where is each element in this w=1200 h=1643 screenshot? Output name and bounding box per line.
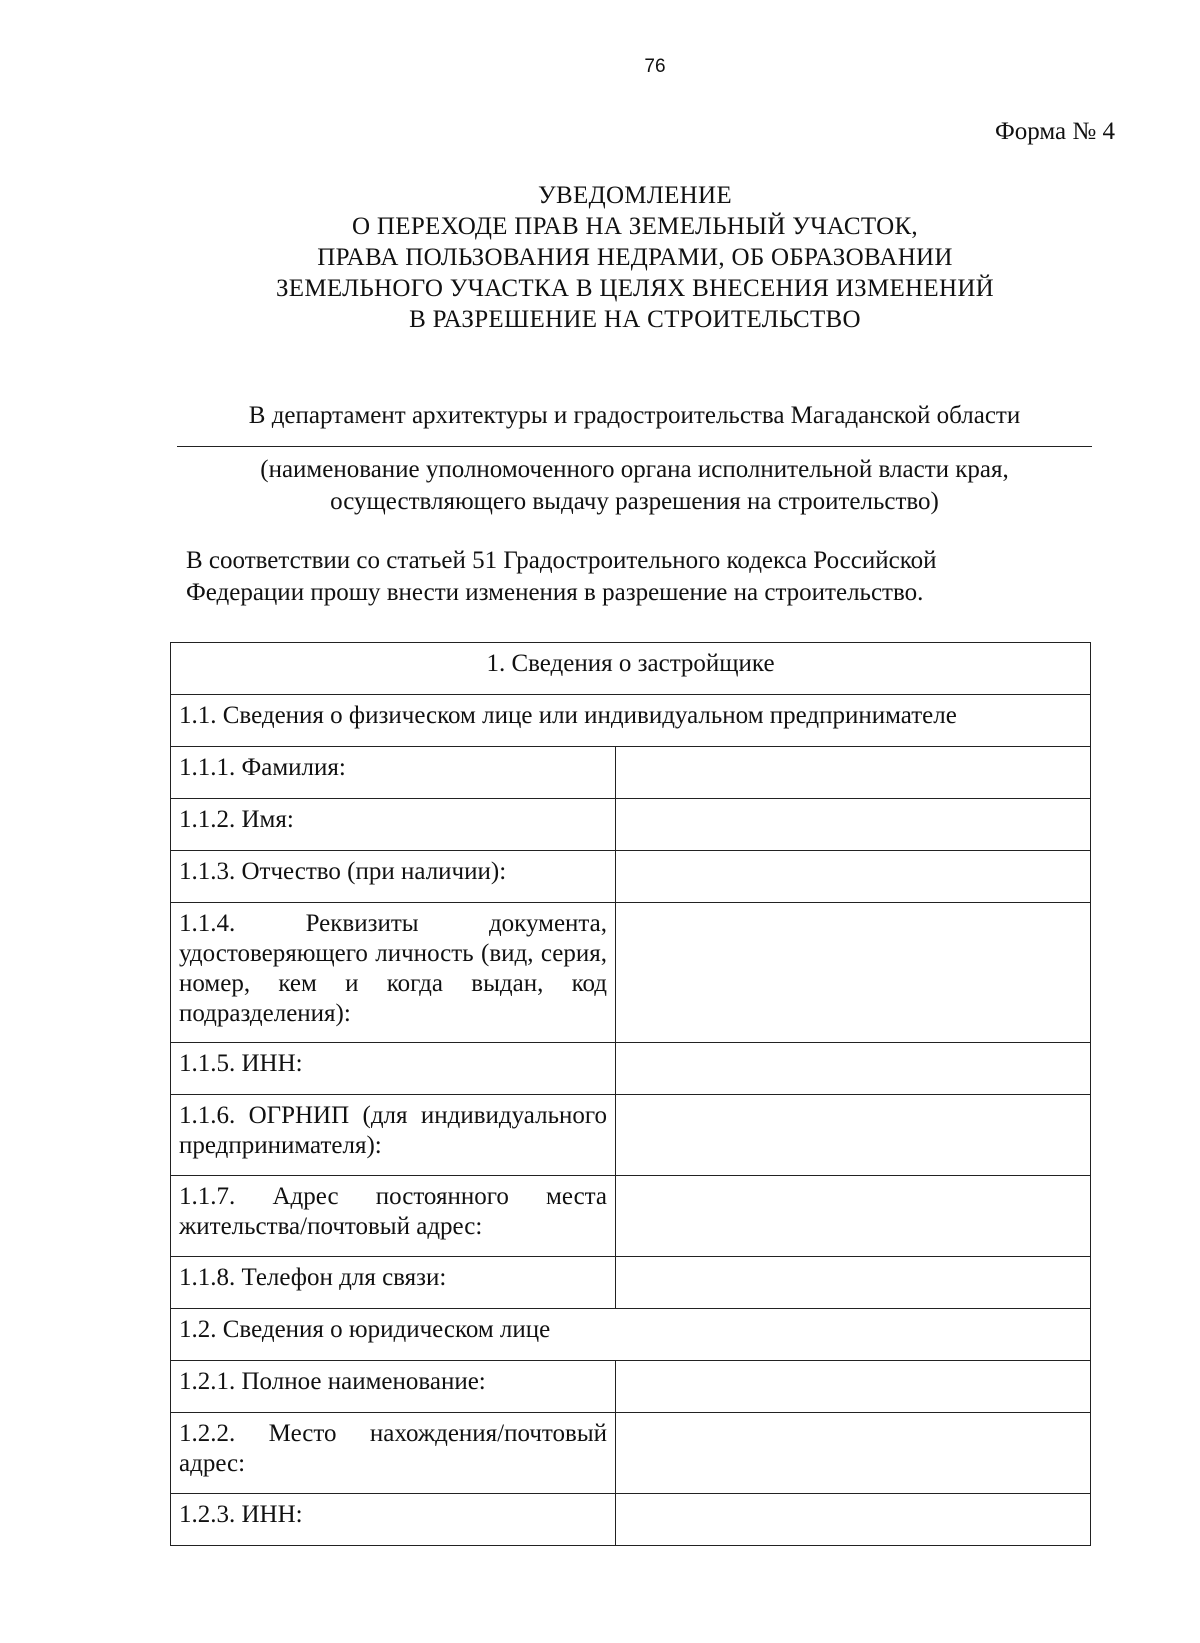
table-row <box>171 799 1091 851</box>
section-1-heading: 1. Сведения о застройщике <box>171 643 1091 695</box>
residence-address-label: 1.1.7. Адрес постоянного места жительства/почтовый адрес: <box>171 1176 616 1257</box>
full-name-label: 1.2.1. Полное наименование: <box>171 1361 616 1413</box>
id-document-label: 1.1.4. Реквизиты документа, удостоверяющего личность (вид, серия, номер, кем и когда выдан, код подразделения): <box>171 903 616 1043</box>
section-1-1-heading: 1.1. Сведения о физическом лице или индивидуальном предпринимателе <box>171 695 1091 747</box>
section-1-2-heading: 1.2. Сведения о юридическом лице <box>171 1309 1091 1361</box>
phone-label: 1.1.8. Телефон для связи: <box>171 1257 616 1309</box>
title-line: УВЕДОМЛЕНИЕ <box>538 182 732 209</box>
title-line: ЗЕМЕЛЬНОГО УЧАСТКА В ЦЕЛЯХ ВНЕСЕНИЯ ИЗМЕНЕНИЙ <box>275 275 995 302</box>
legal-inn-field[interactable] <box>616 1494 1091 1546</box>
patronymic-label: 1.1.3. Отчество (при наличии): <box>171 851 616 903</box>
caption-line: осуществляющего выдачу разрешения на строительство) <box>330 488 939 515</box>
table-row <box>171 1361 1091 1413</box>
intro-line: В соответствии со статьей 51 Градостроительного кодекса Российской <box>186 547 937 574</box>
residence-address-field[interactable] <box>616 1176 1091 1257</box>
table-row <box>171 851 1091 903</box>
table-row <box>171 903 1091 1043</box>
table-row <box>171 1257 1091 1309</box>
table-row <box>171 747 1091 799</box>
table-section-row <box>171 643 1091 695</box>
table-row <box>171 1095 1091 1176</box>
ogrnip-label: 1.1.6. ОГРНИП (для индивидуального предпринимателя): <box>171 1095 616 1176</box>
table-row <box>171 1176 1091 1257</box>
legal-inn-label: 1.2.3. ИНН: <box>171 1494 616 1546</box>
first-name-field[interactable] <box>616 799 1091 851</box>
surname-field[interactable] <box>616 747 1091 799</box>
intro-paragraph <box>186 545 1086 609</box>
caption-line: (наименование уполномоченного органа исполнительной власти края, <box>260 456 1009 483</box>
full-name-field[interactable] <box>616 1361 1091 1413</box>
table-section-row <box>171 695 1091 747</box>
intro-line: Федерации прошу внести изменения в разрешение на строительство. <box>186 579 924 606</box>
table-section-row <box>171 1309 1091 1361</box>
phone-field[interactable] <box>616 1257 1091 1309</box>
legal-address-label: 1.2.2. Место нахождения/почтовый адрес: <box>171 1413 616 1494</box>
ogrnip-field[interactable] <box>616 1095 1091 1176</box>
first-name-label: 1.1.2. Имя: <box>171 799 616 851</box>
title-line: О ПЕРЕХОДЕ ПРАВ НА ЗЕМЕЛЬНЫЙ УЧАСТОК, <box>352 213 918 240</box>
recipient-caption <box>177 454 1092 518</box>
developer-info-table <box>170 642 1091 1546</box>
title-line: ПРАВА ПОЛЬЗОВАНИЯ НЕДРАМИ, ОБ ОБРАЗОВАНИИ <box>317 244 953 271</box>
inn-field[interactable] <box>616 1043 1091 1095</box>
surname-label: 1.1.1. Фамилия: <box>171 747 616 799</box>
table-row <box>171 1043 1091 1095</box>
table-row <box>171 1494 1091 1546</box>
patronymic-field[interactable] <box>616 851 1091 903</box>
table-row <box>171 1413 1091 1494</box>
recipient-field[interactable]: В департамент архитектуры и градостроительства Магаданской области <box>248 402 1021 429</box>
page-number: 76 <box>644 56 666 77</box>
inn-label: 1.1.5. ИНН: <box>171 1043 616 1095</box>
title-line: В РАЗРЕШЕНИЕ НА СТРОИТЕЛЬСТВО <box>409 306 861 333</box>
recipient-underline <box>177 446 1092 447</box>
document-title <box>150 180 1120 335</box>
id-document-field[interactable] <box>616 903 1091 1043</box>
legal-address-field[interactable] <box>616 1413 1091 1494</box>
form-number: Форма № 4 <box>995 118 1115 145</box>
